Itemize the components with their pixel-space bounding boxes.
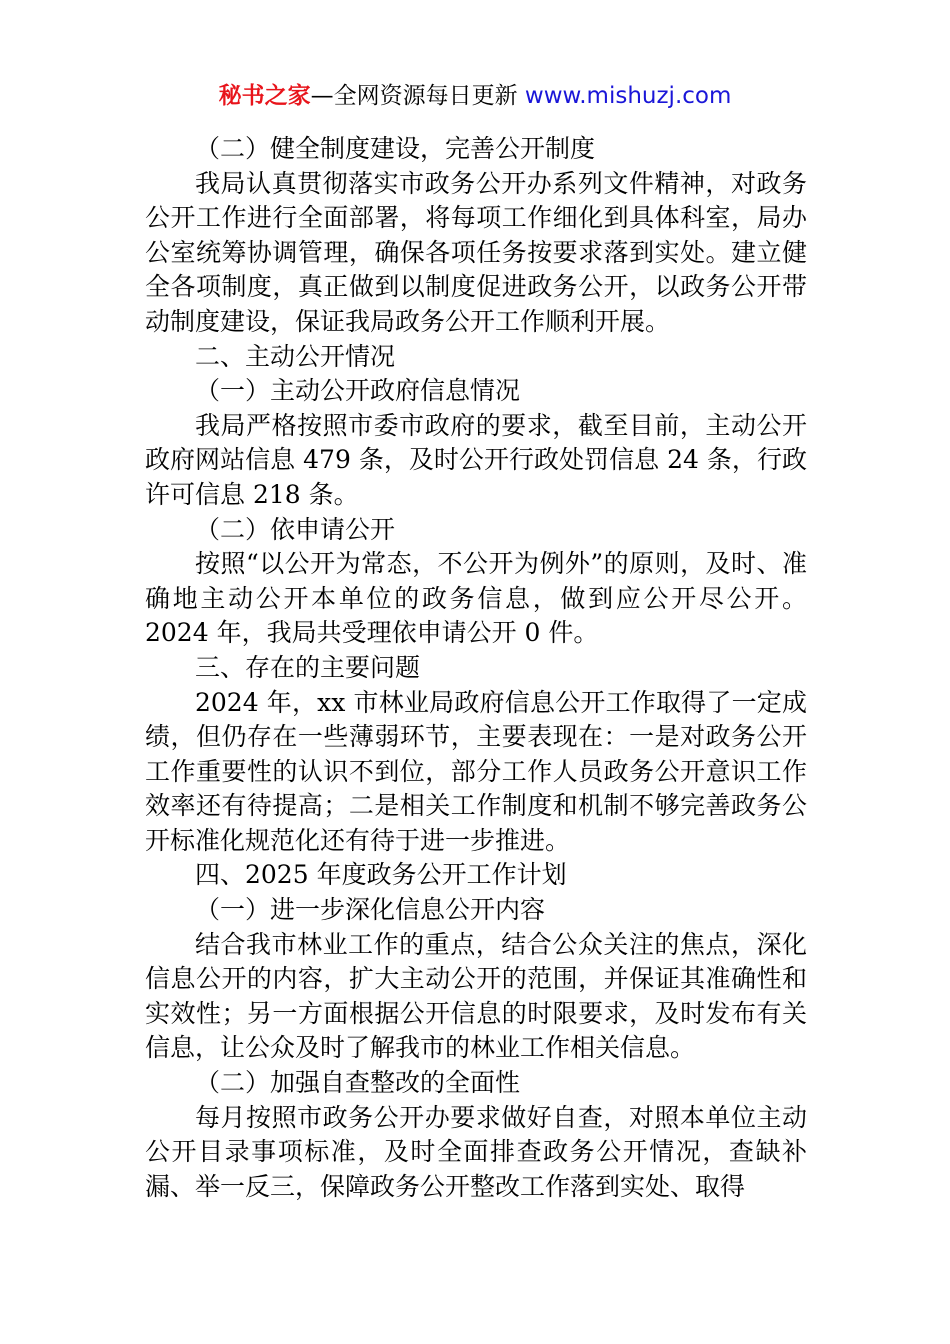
subheading: （二）加强自查整改的全面性 bbox=[195, 1068, 521, 1098]
paragraph: 按照“以公开为常态，不公开为例外”的原则，及时、准确地主动公开本单位的政务信息，做到应公开尽公开。2024 年，我局共受理依申请公开 0 件。 bbox=[145, 549, 807, 648]
section-heading: 三、存在的主要问题 bbox=[195, 652, 421, 682]
subheading: （一）进一步深化信息公开内容 bbox=[195, 895, 546, 925]
subheading: （二）依申请公开 bbox=[195, 514, 396, 544]
subheading: （一）主动公开政府信息情况 bbox=[195, 376, 521, 406]
brand-name: 秘书之家 bbox=[218, 83, 311, 109]
paragraph: 每月按照市政务公开办要求做好自查，对照本单位主动公开目录事项标准，及时全面排查政务公开情况，查缺补漏、举一反三，保障政务公开整改工作落到实处、取得 bbox=[145, 1102, 807, 1201]
paragraph: 2024 年，xx 市林业局政府信息公开工作取得了一定成绩，但仍存在一些薄弱环节，主要表现在：一是对政务公开工作重要性的认识不到位，部分工作人员政务公开意识工作效率还有待提高；二是相关工作制度和机制不够完善政务公开标准化规范化还有待于进一步推进。 bbox=[145, 687, 807, 855]
section-heading: 二、主动公开情况 bbox=[195, 341, 396, 371]
paragraph: 我局认真贯彻落实市政务公开办系列文件精神，对政务公开工作进行全面部署，将每项工作细化到具体科室，局办公室统筹协调管理，确保各项任务按要求落到实处。建立健全各项制度，真正做到以制度促进政务公开，以政务公开带动制度建设，保证我局政务公开工作顺利开展。 bbox=[145, 168, 807, 336]
subheading: （二）健全制度建设，完善公开制度 bbox=[195, 134, 596, 163]
header-tagline: —全网资源每日更新 bbox=[310, 83, 518, 109]
document-body bbox=[145, 132, 807, 1204]
site-url-link[interactable]: www.mishuzj.com bbox=[524, 83, 732, 109]
section-heading: 四、2025 年度政务公开工作计划 bbox=[195, 860, 567, 890]
site-header bbox=[0, 80, 950, 112]
paragraph: 结合我市林业工作的重点，结合公众关注的焦点，深化信息公开的内容，扩大主动公开的范围，并保证其准确性和实效性；另一方面根据公开信息的时限要求，及时发布有关信息，让公众及时了解我市的林业工作相关信息。 bbox=[145, 929, 807, 1063]
paragraph: 我局严格按照市委市政府的要求，截至目前，主动公开政府网站信息 479 条，及时公开行政处罚信息 24 条，行政许可信息 218 条。 bbox=[145, 410, 807, 509]
